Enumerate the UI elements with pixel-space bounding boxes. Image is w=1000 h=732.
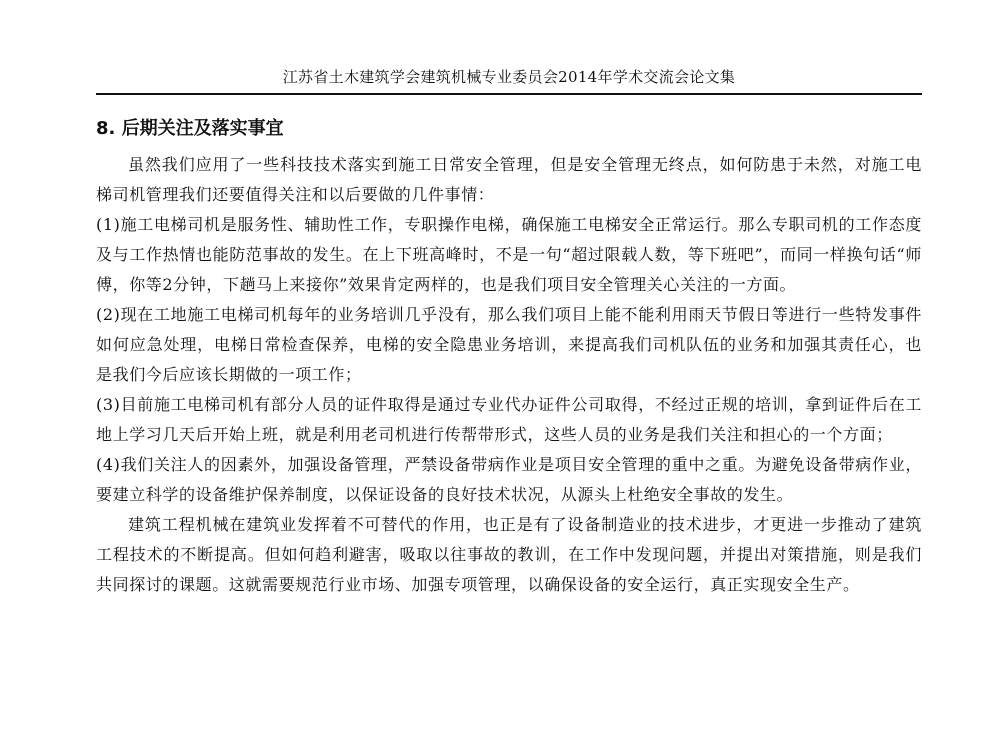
paragraph-item-3: (3)目前施工电梯司机有部分人员的证件取得是通过专业代办证件公司取得，不经过正规的培训，拿到证件后在工地上学习几天后开始上班，就是利用老司机进行传帮带形式，这些人员的业务是我们关注和担心的一个方面； <box>96 395 922 444</box>
paragraph-item-2: (2)现在工地施工电梯司机每年的业务培训几乎没有，那么我们项目上能不能利用雨天节假日等进行一些特发事件如何应急处理，电梯日常检查保养，电梯的安全隐患业务培训，来提高我们司机队伍的业务和加强其责任心，也是我们今后应该长期做的一项工作； <box>96 305 922 384</box>
paragraph-conclusion: 建筑工程机械在建筑业发挥着不可替代的作用，也正是有了设备制造业的技术进步，才更进一步推动了建筑工程技术的不断提高。但如何趋利避害，吸取以往事故的教训，在工作中发现问题，并提出对策措施，则是我们共同探讨的课题。这就需要规范行业市场、加强专项管理，以确保设备的安全运行，真正实现安全生产。 <box>96 515 922 594</box>
header-rule <box>96 93 922 95</box>
body-text <box>96 150 922 600</box>
running-header: 江苏省土木建筑学会建筑机械专业委员会2014年学术交流会论文集 <box>282 68 736 86</box>
paragraph-item-4: (4)我们关注人的因素外，加强设备管理，严禁设备带病作业是项目安全管理的重中之重。为避免设备带病作业，要建立科学的设备维护保养制度，以保证设备的良好技术状况，从源头上杜绝安全事故的发生。 <box>96 455 922 504</box>
section-heading: 8. 后期关注及落实事宜 <box>96 118 284 139</box>
paragraph-intro: 虽然我们应用了一些科技技术落实到施工日常安全管理，但是安全管理无终点，如何防患于未然，对施工电梯司机管理我们还要值得关注和以后要做的几件事情： <box>96 155 922 204</box>
paragraph-item-1: (1)施工电梯司机是服务性、辅助性工作，专职操作电梯，确保施工电梯安全正常运行。那么专职司机的工作态度及与工作热情也能防范事故的发生。在上下班高峰时，不是一句“超过限载人数，等下班吧”，而同一样换句话“师傅，你等2分钟，下趟马上来接你”效果肯定两样的，也是我们项目安全管理关心关注的一方面。 <box>96 215 922 294</box>
